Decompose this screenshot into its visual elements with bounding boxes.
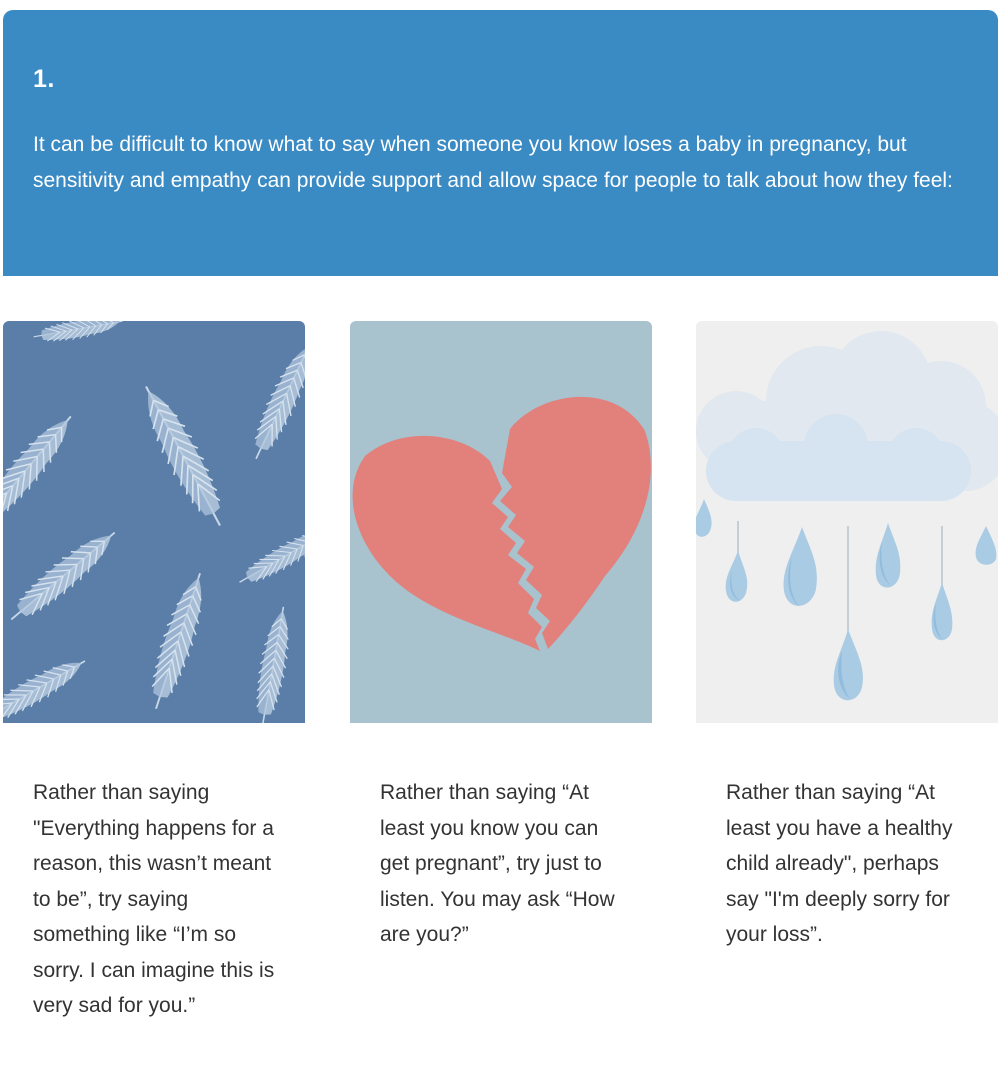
intro-text: It can be difficult to know what to say when someone you know loses a baby in pregnancy, but sensitivity and empathy can provide support and allow space for people to talk about how they feel: [33,133,953,192]
broken-heart-illustration [350,321,652,723]
card-3-text: Rather than saying “At least you have a healthy child already", perhaps say "I'm deeply sorry for your loss”. [726,781,953,946]
feathers-illustration [3,321,305,723]
card-1-text: Rather than saying "Everything happens for a reason, this wasn’t meant to be”, try saying something like “I’m so sorry. I can imagine this is very sad for you.” [33,781,275,1017]
card-2-text: Rather than saying “At least you know you can get pregnant”, try just to listen. You may ask “How are you?” [380,781,615,946]
step-number: 1. [33,65,55,93]
intro-banner [3,10,998,276]
rain-cloud-illustration [696,321,998,723]
